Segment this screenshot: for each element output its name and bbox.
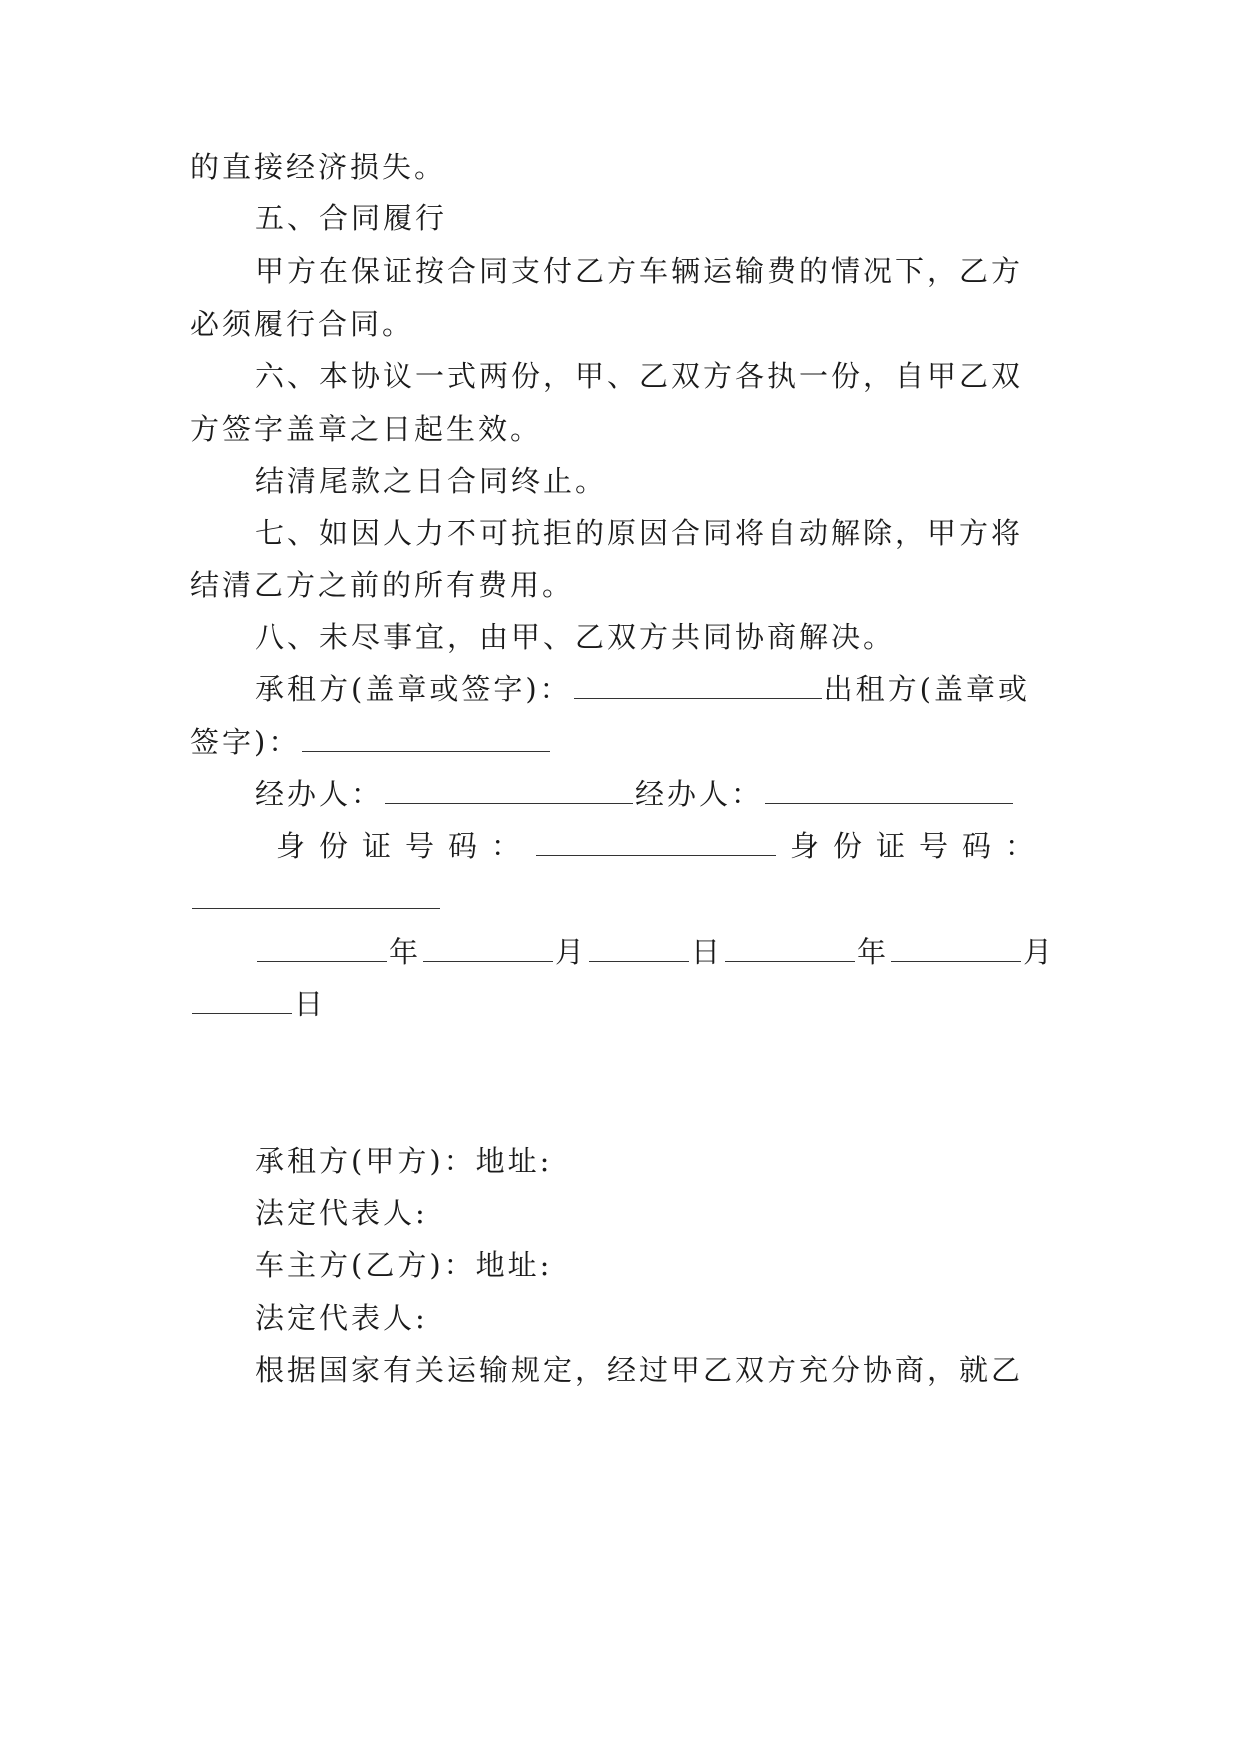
paragraph-line: 方签字盖章之日起生效。	[190, 412, 543, 446]
day-blank-a	[589, 935, 689, 962]
handler-blank-b	[765, 777, 1013, 804]
paragraph-line: 必须履行合同。	[190, 307, 415, 341]
section-heading-7: 七、如因人力不可抗拒的原因合同将自动解除，甲方将	[255, 516, 1024, 550]
day-label-b: 日	[294, 987, 327, 1021]
paragraph-line: 结清尾款之日合同终止。	[255, 464, 608, 498]
date-line	[255, 932, 1060, 972]
paragraph-line: 法定代表人:	[255, 1301, 428, 1335]
signature-line-lessee	[255, 669, 1060, 709]
paragraph-line: 车主方(乙方)：地址:	[255, 1248, 553, 1282]
paragraph-line: 甲方在保证按合同支付乙方车辆运输费的情况下，乙方	[255, 254, 1024, 288]
month-label-b: 月	[1023, 935, 1056, 969]
lessee-signature-blank	[574, 672, 822, 699]
paragraph-line: 的直接经济损失。	[190, 150, 447, 184]
contract-title-3	[190, 1088, 1060, 1128]
id-label-a: 身份证号码：	[276, 829, 535, 863]
paragraph-line: 承租方(甲方)：地址:	[255, 1144, 553, 1178]
handler-label-b: 经办人：	[635, 777, 764, 811]
handler-label-a: 经办人：	[255, 777, 384, 811]
year-label-b: 年	[857, 935, 890, 969]
year-blank-b	[725, 935, 855, 962]
day-blank-b	[192, 987, 292, 1014]
month-blank-b	[891, 935, 1021, 962]
date-line-cont	[190, 984, 1060, 1024]
signature-line-lessor	[190, 722, 1060, 762]
month-blank-a	[423, 935, 553, 962]
id-blank-b	[192, 882, 440, 909]
paragraph-line: 根据国家有关运输规定，经过甲乙双方充分协商，就乙	[255, 1353, 1024, 1387]
id-number-line-cont	[190, 879, 1060, 919]
paragraph-line: 结清乙方之前的所有费用。	[190, 568, 575, 602]
id-blank-a	[536, 829, 776, 856]
section-heading-5: 五、合同履行	[255, 201, 448, 235]
id-number-line	[276, 826, 1060, 866]
month-label-a: 月	[555, 935, 588, 969]
paragraph-line: 法定代表人:	[255, 1196, 428, 1230]
handler-line	[255, 774, 1060, 814]
handler-blank-a	[385, 777, 633, 804]
id-label-b: 身份证号码：	[790, 829, 1049, 863]
lessee-label: 承租方(盖章或签字)：	[255, 672, 572, 706]
section-heading-6: 六、本协议一式两份，甲、乙双方各执一份，自甲乙双	[255, 359, 1024, 393]
year-label-a: 年	[389, 935, 422, 969]
year-blank-a	[257, 935, 387, 962]
day-label-a: 日	[691, 935, 724, 969]
lessor-label: 出租方(盖章或	[823, 672, 1030, 706]
lessor-label-cont: 签字)：	[190, 725, 301, 759]
lessor-signature-blank	[302, 725, 550, 752]
section-heading-8: 八、未尽事宜，由甲、乙双方共同协商解决。	[255, 620, 896, 654]
